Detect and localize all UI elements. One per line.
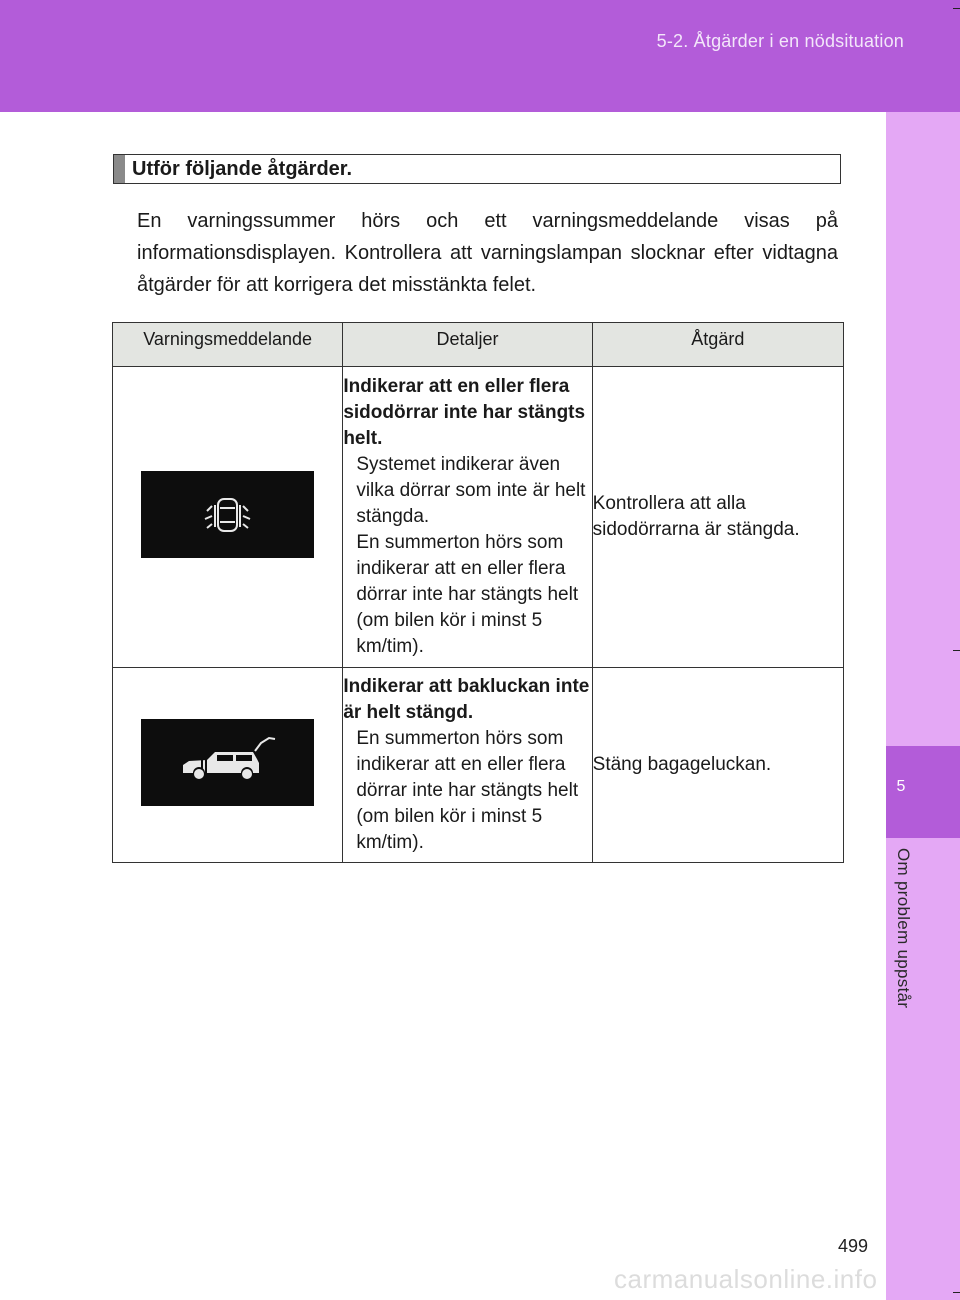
action-cell: Stäng bagageluckan. — [592, 668, 843, 863]
page-number: 499 — [838, 1236, 869, 1256]
column-header: Varningsmeddelande — [113, 323, 343, 367]
detail-text: En summerton hörs som indikerar att en eller flera dörrar inte har stängts helt (om bilen kör i minst 5 km/tim). — [356, 532, 579, 657]
section-heading-text: Utför följande åtgärder. — [132, 157, 353, 180]
detail-text: Systemet indikerar även vilka dörrar som inte är helt stängda. — [356, 454, 586, 527]
tailgate-open-warning-icon — [141, 719, 314, 806]
table-row — [113, 668, 844, 863]
door-open-warning-icon — [141, 471, 314, 558]
section-title: 5-2. Åtgärder i en nödsituation — [656, 31, 904, 51]
chapter-side-tab — [886, 112, 960, 1300]
intro-paragraph: En varningssummer hörs och ett varningsmeddelande visas på informationsdisplayen. Kontrollera att varningslampan slocknar efter vidtagna åtgärder för att korrigera det misstänkta felet. — [137, 210, 838, 296]
warning-display-cell — [113, 668, 343, 863]
crop-mark — [953, 8, 960, 9]
chapter-label: Om problem uppstår — [894, 848, 913, 1009]
chapter-number: 5 — [896, 778, 906, 795]
warning-display-screen — [141, 471, 314, 558]
crop-mark — [953, 1292, 960, 1293]
table-row — [113, 367, 844, 668]
watermark: carmanualsonline.info — [614, 1264, 878, 1294]
detail-text: En summerton hörs som indikerar att en eller flera dörrar inte har stängts helt (om bilen kör i minst 5 km/tim). — [356, 728, 579, 853]
details-cell — [343, 367, 592, 668]
section-heading — [113, 154, 841, 184]
column-header: Detaljer — [343, 323, 592, 367]
table-header-row — [113, 323, 844, 367]
crop-mark — [953, 650, 960, 651]
detail-heading: Indikerar att bakluckan inte är helt stängd. — [343, 676, 590, 723]
warning-display-screen — [141, 719, 314, 806]
column-header: Åtgärd — [592, 323, 843, 367]
heading-accent-bar — [114, 155, 125, 183]
details-cell — [343, 668, 592, 863]
detail-heading: Indikerar att en eller flera sidodörrar inte har stängts helt. — [343, 376, 586, 449]
header-bar — [0, 0, 960, 112]
action-cell: Kontrollera att alla sidodörrarna är stängda. — [592, 367, 843, 668]
warning-table — [112, 322, 844, 863]
warning-display-cell — [113, 367, 343, 668]
